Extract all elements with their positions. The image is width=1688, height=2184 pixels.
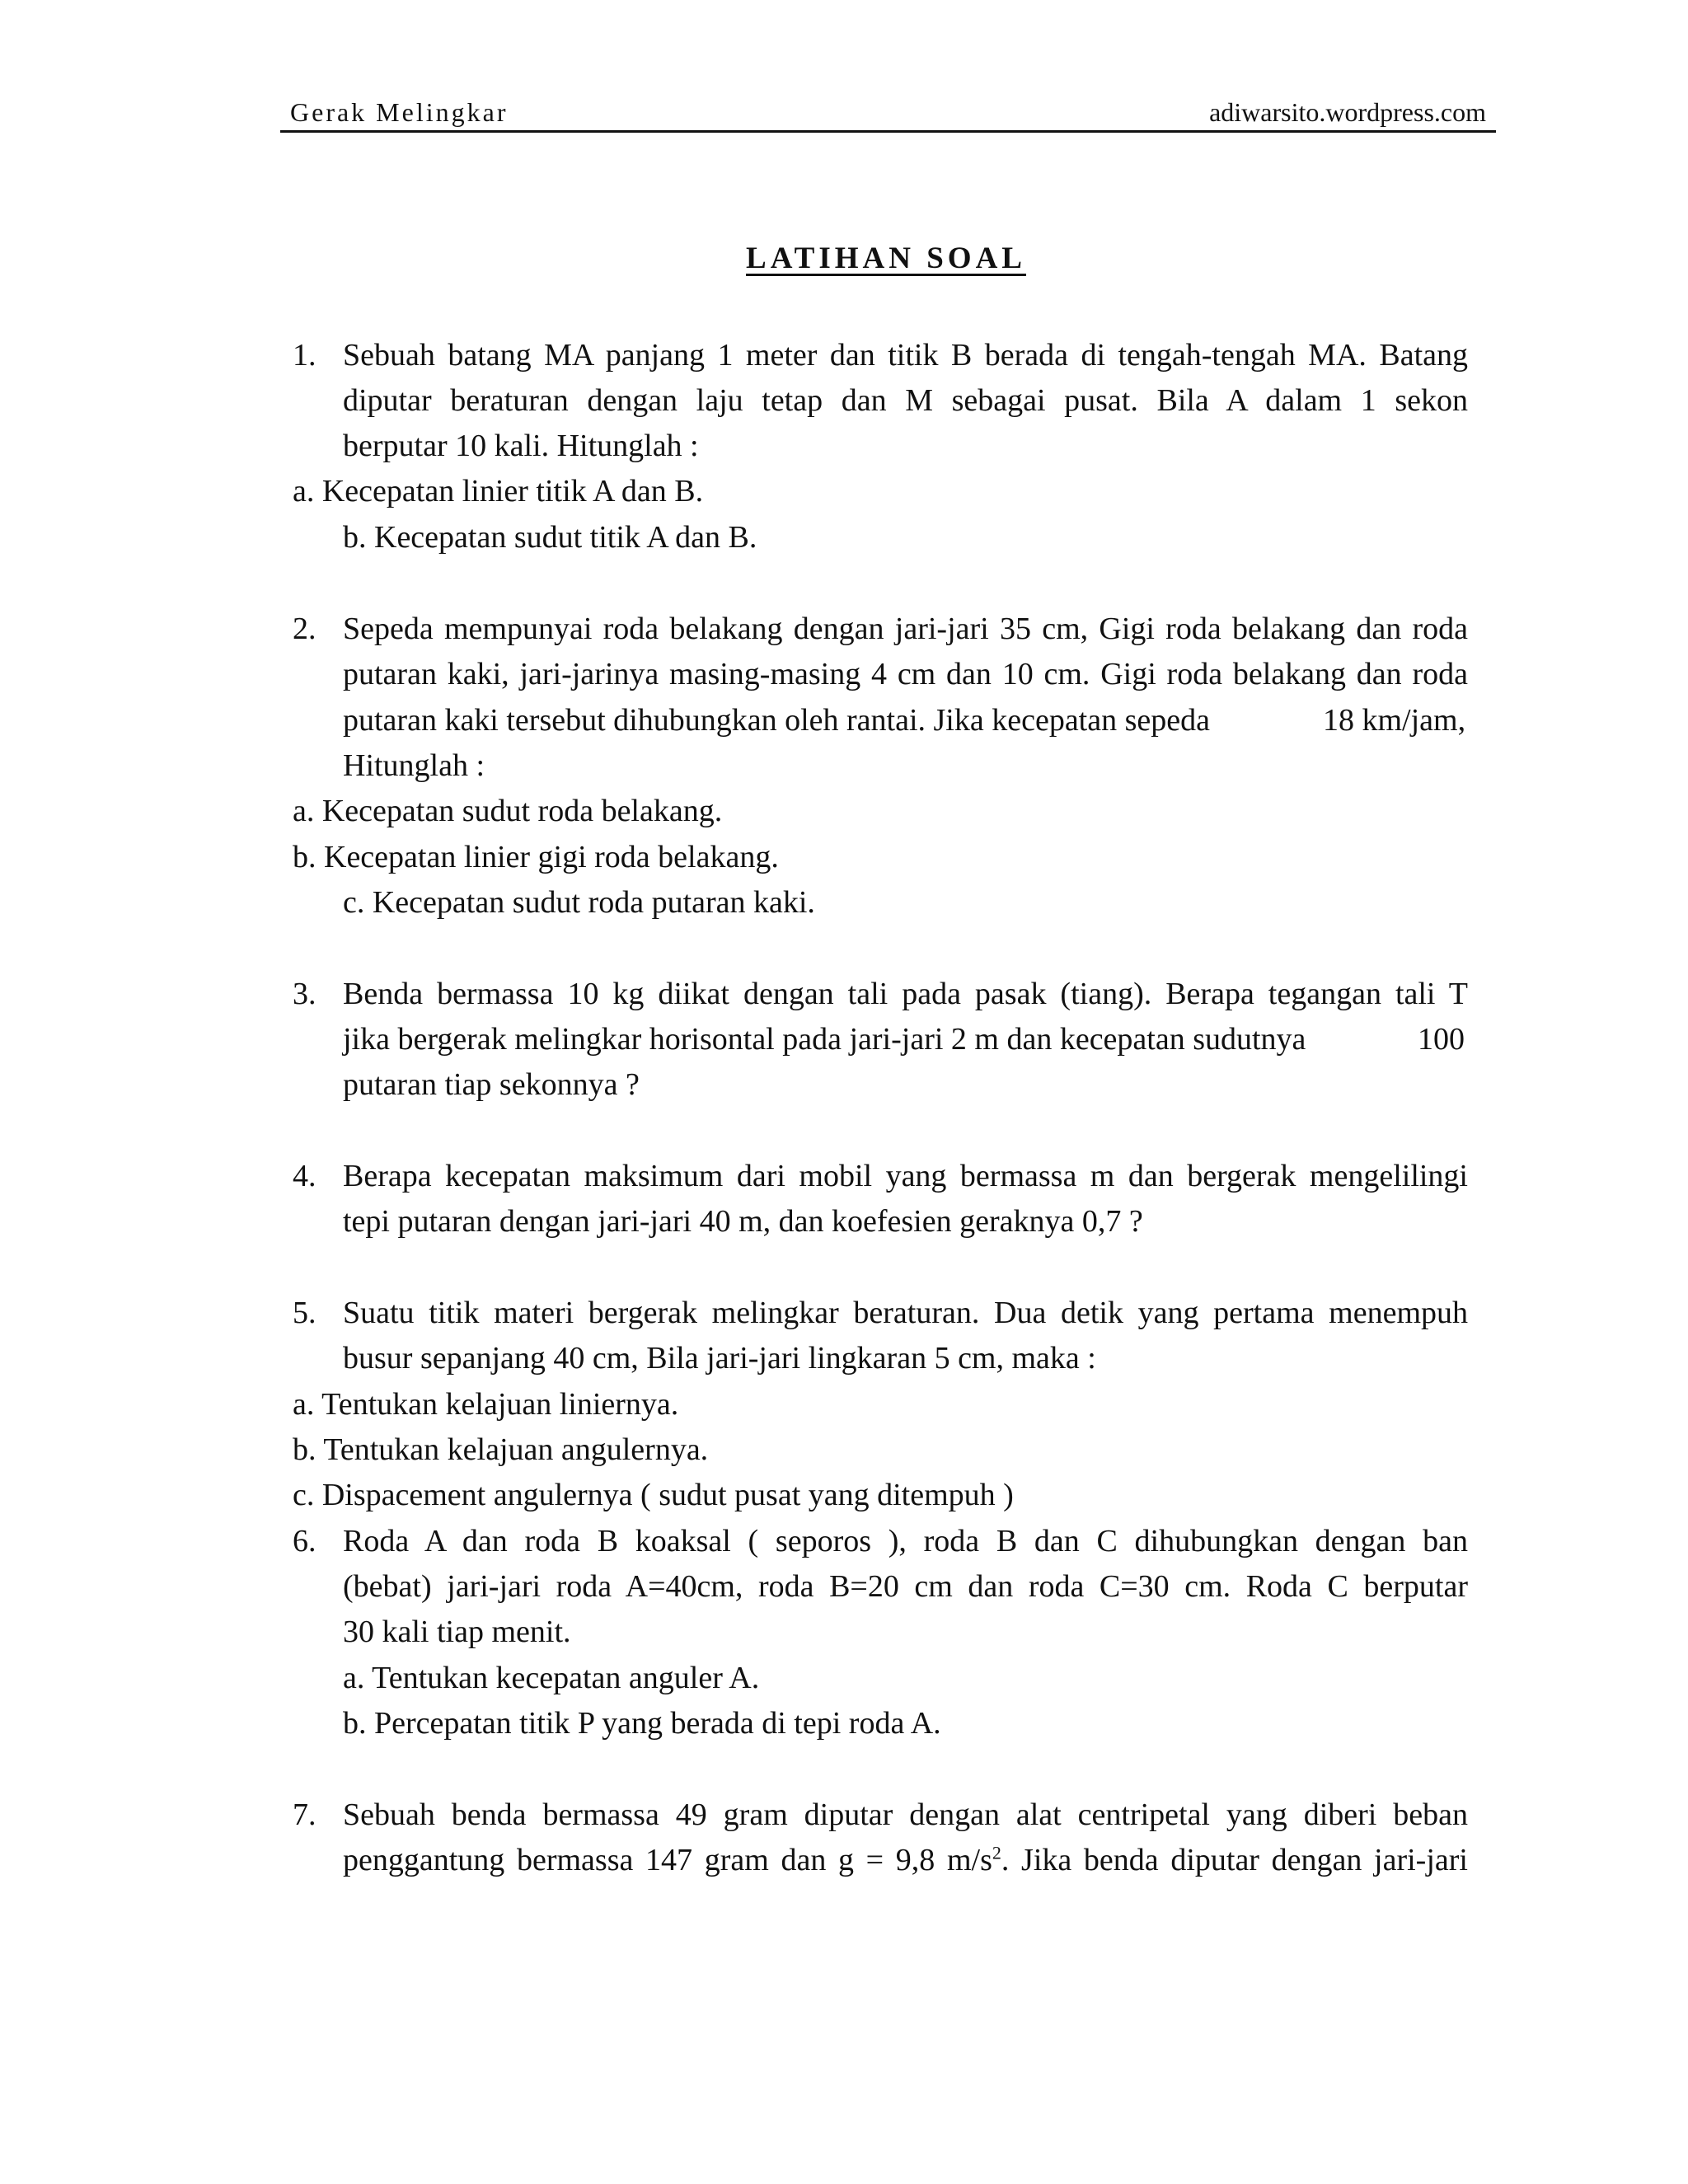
page-title bbox=[280, 241, 1492, 276]
q5-sub-b-text: b. Tentukan kelajuan angulernya. bbox=[293, 1432, 709, 1467]
q2-sub-a-text: a. Kecepatan sudut roda belakang. bbox=[293, 794, 723, 828]
q6-text-3: 30 kali tiap menit. bbox=[343, 1615, 571, 1649]
q5-number: 5. bbox=[293, 1296, 316, 1330]
q1-sub-b-text: b. Kecepatan sudut titik A dan B. bbox=[343, 520, 757, 555]
page-header bbox=[280, 97, 1496, 133]
q5-text-1: Suatu titik materi bergerak melingkar beraturan. Dua detik yang pertama menempuh bbox=[343, 1296, 1468, 1330]
q2-sub-b-text: b. Kecepatan linier gigi roda belakang. bbox=[293, 840, 779, 874]
q7-text-2 bbox=[343, 1844, 1468, 1876]
q4-text-2: tepi putaran dengan jari-jari 40 m, dan koefesien geraknya 0,7 ? bbox=[343, 1204, 1143, 1239]
q2-number: 2. bbox=[293, 612, 316, 646]
q2-text-4: Hitunglah : bbox=[343, 748, 485, 783]
q3-text-1: Benda bermassa 10 kg diikat dengan tali pada pasak (tiang). Berapa tegangan tali T bbox=[343, 977, 1468, 1011]
q7-text-2-a: penggantung bermassa 147 gram dan g = 9,8 m/s bbox=[343, 1843, 992, 1877]
q6-sub-b-text: b. Percepatan titik P yang berada di tepi roda A. bbox=[343, 1706, 941, 1741]
q5-sub-a-text: a. Tentukan kelajuan liniernya. bbox=[293, 1387, 679, 1422]
q6-number: 6. bbox=[293, 1524, 316, 1558]
q5-sub-c-text: c. Dispacement angulernya ( sudut pusat yang ditempuh ) bbox=[293, 1478, 1014, 1512]
q3-number: 3. bbox=[293, 977, 316, 1011]
q5-text-2: busur sepanjang 40 cm, Bila jari-jari lingkaran 5 cm, maka : bbox=[343, 1341, 1096, 1376]
page-title-text: LATIHAN SOAL bbox=[746, 241, 1026, 275]
q6-sub-a-text: a. Tentukan kecepatan anguler A. bbox=[343, 1661, 760, 1695]
q2-text-2: putaran kaki, jari-jarinya masing-masing 4 cm dan 10 cm. Gigi roda belakang dan roda bbox=[343, 657, 1468, 691]
q4-text-1: Berapa kecepatan maksimum dari mobil yang bermassa m dan bergerak mengelilingi bbox=[343, 1159, 1468, 1193]
q7-text-1: Sebuah benda bermassa 49 gram diputar dengan alat centripetal yang diberi beban bbox=[343, 1797, 1468, 1832]
q6-text-2: (bebat) jari-jari roda A=40cm, roda B=20 cm dan roda C=30 cm. Roda C berputar bbox=[343, 1569, 1468, 1604]
q1-text-2: diputar beraturan dengan laju tetap dan M sebagai pusat. Bila A dalam 1 sekon bbox=[343, 383, 1468, 418]
q3-text-2: jika bergerak melingkar horisontal pada jari-jari 2 m dan kecepatan sudutnya bbox=[343, 1022, 1306, 1057]
q2-sub-c-text: c. Kecepatan sudut roda putaran kaki. bbox=[343, 885, 815, 920]
q4-number: 4. bbox=[293, 1159, 316, 1193]
q1-text-3: berputar 10 kali. Hitunglah : bbox=[343, 429, 699, 463]
q7-text-2-b: . Jika benda diputar dengan jari-jari bbox=[1001, 1843, 1468, 1877]
q6-text-1: Roda A dan roda B koaksal ( seporos ), roda B dan C dihubungkan dengan ban bbox=[343, 1524, 1468, 1558]
q2-text-1: Sepeda mempunyai roda belakang dengan jari-jari 35 cm, Gigi roda belakang dan roda bbox=[343, 612, 1468, 646]
q2-text-3: putaran kaki tersebut dihubungkan oleh rantai. Jika kecepatan sepeda bbox=[343, 703, 1210, 738]
q3-text-3: putaran tiap sekonnya ? bbox=[343, 1067, 640, 1102]
q7-superscript: 2 bbox=[992, 1842, 1001, 1863]
q2-text-3-speed: 18 km/jam, bbox=[1323, 703, 1466, 738]
header-title: Gerak Melingkar bbox=[290, 97, 509, 127]
q7-number: 7. bbox=[293, 1797, 316, 1832]
q1-number: 1. bbox=[293, 338, 316, 373]
q1-text-1: Sebuah batang MA panjang 1 meter dan titik B berada di tengah-tengah MA. Batang bbox=[343, 338, 1468, 373]
header-website: adiwarsito.wordpress.com bbox=[1209, 97, 1486, 127]
q3-text-2-value: 100 bbox=[1418, 1022, 1465, 1057]
q1-sub-a-text: a. Kecepatan linier titik A dan B. bbox=[293, 474, 704, 509]
